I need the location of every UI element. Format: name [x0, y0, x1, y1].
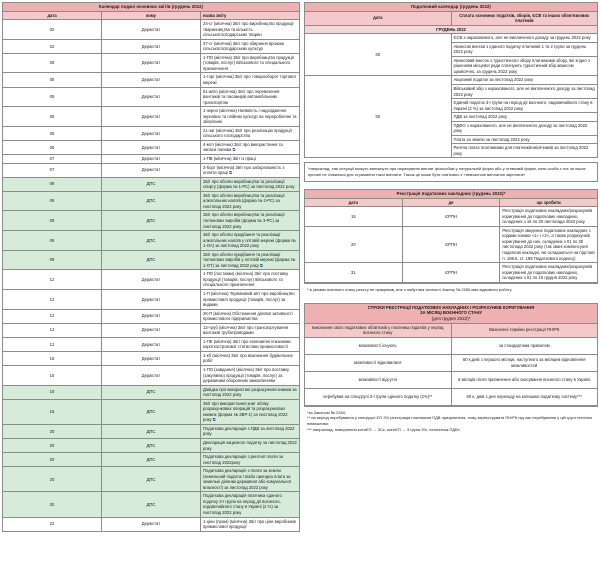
column-header-terms: Визначені терміни реєстрації ПН/РК	[451, 323, 598, 337]
table-row	[3, 467, 300, 492]
registration-registry: ЄРПН	[402, 226, 500, 262]
deadlines-footnote-3: *** наприклад, повернення котиЄП → 3Ск, котиЄП → 3 група 3%, неплатник ПДВ»	[307, 427, 460, 433]
table-row	[3, 163, 300, 177]
report-date: 15	[3, 365, 102, 385]
report-date: 20	[3, 424, 102, 438]
report-recipient: ДПС	[102, 385, 201, 399]
deadlines-footnote-1: *за Законом № 2260;	[307, 409, 347, 415]
table-row	[3, 126, 300, 140]
report-name: 1-ПВ (місячна) Звіт із праці	[201, 155, 300, 164]
report-name: 1-зерно (місячна) Наявність і надходження зернових та олійних культур на переробленні та зберіганні	[201, 107, 300, 127]
registration-table	[304, 189, 598, 283]
report-recipient: ДПС	[102, 439, 201, 453]
report-date: 22	[3, 517, 102, 531]
report-date: 12	[3, 270, 102, 290]
report-name: Звіт про обсяги виробництва та реалізації спирту (форма № 1-РС) за листопад 2022 року	[201, 177, 300, 191]
report-recipient: Держстат	[102, 155, 201, 164]
report-name: Звіт про використання книг обліку розрахункових операцій та розрахункових книжок (форма № ЗВР-1) за листопад 2022 року ⧉	[201, 399, 300, 424]
report-recipient: Держстат	[102, 73, 201, 87]
report-name: 1-ПО (завдання) (місячна) Звіт про поставку (закупівлю) продукції (товарів, послуг) за державним оборонним замовленням	[201, 365, 300, 385]
report-date: 09	[3, 191, 102, 211]
report-name: 1-ПЕ (місячна) Звіт про економічні показники короткострокової статистики промисловості	[201, 337, 300, 351]
report-name: Податкова декларація з плати за землю (земельний податок та/або орендна плата за земельні ділянки державної або комунальної власності) за листопад 2022 року	[201, 467, 300, 492]
deadline-condition: можливості існують	[305, 337, 452, 354]
reports-calendar-header-row	[3, 11, 300, 20]
reports-calendar-title-row	[3, 3, 300, 12]
report-recipient: ДПС	[102, 467, 201, 492]
table-row	[3, 424, 300, 438]
report-recipient: Держстат	[102, 87, 201, 107]
report-date: 05	[3, 107, 102, 127]
report-date: 02	[3, 20, 102, 40]
deadlines-body	[305, 337, 598, 405]
tax-calendar-title: Податковий календар (грудень 2022)	[305, 3, 598, 12]
report-date: 05	[3, 73, 102, 87]
report-recipient: Держстат	[102, 365, 201, 385]
report-recipient: ДПС	[102, 399, 201, 424]
registration-footnote: * в умовах воєнного стану реєстр не працював, але з набуттям чинності Закону № 2260 має відновити роботу	[304, 283, 598, 296]
table-row	[3, 87, 300, 107]
table-row	[3, 270, 300, 290]
table-row	[3, 365, 300, 385]
report-date: 20	[3, 467, 102, 492]
report-name: 3-борг (місячна) Звіт про заборгованість з оплати праці ⧉	[201, 163, 300, 177]
reports-calendar-body	[3, 20, 300, 532]
report-name: 1-кб (місячна) Звіт про виконання будівельних робіт	[201, 351, 300, 365]
payment-description: Авансові внески з єдиного податку платників 1 та 2 групи за грудень 2022 року	[451, 42, 598, 56]
tax-calendar-footnote: *наприклад, такі ситуації можуть виникнути при нарахуванні виплат фізособам у натуральній формі або у готівковій формі, коли особа з тих чи інших причин не з'явилася для отримання такої виплати. Також це може бути пов'язано з «невчасною виплатою зарплати»	[304, 162, 598, 182]
report-date: 12	[3, 323, 102, 337]
report-date: 07	[3, 163, 102, 177]
registration-date: 31	[305, 263, 403, 283]
month-band: ГРУДЕНЬ 2022	[305, 25, 598, 34]
deadlines-footnotes	[304, 406, 598, 436]
payment-description: ПДФО з нарахованого, але не виплаченого доходу за листопад 2022 року	[451, 121, 598, 135]
report-name: 51-авто (місячна) Звіт про перевезення вантажів та пасажирів автомобільним транспортом	[201, 87, 300, 107]
report-date: 06	[3, 140, 102, 154]
left-column	[2, 2, 300, 570]
column-header-who: кому	[102, 11, 201, 20]
external-link-icon[interactable]: ⧉	[211, 417, 216, 423]
report-name: Звіт про обсяги придбання та реалізації тютюнових виробів у оптовій мережі (форма № 1-ОТ) за листопад 2022 року ⧉	[201, 250, 300, 270]
column-header-date: дата	[3, 11, 102, 20]
report-recipient: Держстат	[102, 517, 201, 531]
deadline-condition: можливості відновилися	[305, 354, 452, 371]
table-row	[305, 388, 598, 405]
report-recipient: Держстат	[102, 126, 201, 140]
report-name: Декларація акцизного податку за листопад 2022 року	[201, 439, 300, 453]
report-recipient: Держстат	[102, 270, 201, 290]
report-name: 37-сг (місячна) Звіт про збирання врожаю сільськогосподарських культур	[201, 39, 300, 53]
report-name: 1-ціни (пром) (місячна) Звіт про ціни виробників промислової продукції	[201, 517, 300, 531]
report-date: 07	[3, 155, 102, 164]
report-recipient: Держстат	[102, 53, 201, 73]
report-recipient: ДПС	[102, 250, 201, 270]
payment-description: Військовий збір з нарахованого, але не виплаченого доходу за листопад 2022 року	[451, 85, 598, 99]
report-date: 12	[3, 309, 102, 323]
reports-calendar-title: Календар подачі основних звітів (грудень 2022)	[3, 3, 300, 12]
payment-date: 30	[305, 76, 452, 158]
table-row	[3, 453, 300, 467]
column-header-payment: Сплата основних податків, зборів, ЄСВ та інших обов'язкових платежів	[451, 11, 598, 25]
table-row	[3, 39, 300, 53]
report-recipient: Держстат	[102, 351, 201, 365]
payment-description: Єдиний податок 3-ї групи на період дії воєнного, надзвичайного стану в Україні (2 %) за листопад 2022 року	[451, 99, 598, 113]
report-name: 4-мтп (місячна) Звіт про використання та запаси палива ⧉	[201, 140, 300, 154]
table-row	[305, 226, 598, 262]
table-row	[3, 492, 300, 517]
deadline-condition: перебував на спецгрупі 3-ї групи єдиного податку (2%)**	[305, 388, 452, 405]
report-name: 12-труб (місячна) Звіт про транспортування вантажів трубопроводами	[201, 323, 300, 337]
report-name: 1-ПО (поставки) (місячна) Звіт про поставку продукції (товарів, послуг) військового та спеціального призначення	[201, 270, 300, 290]
report-date: 05	[3, 53, 102, 73]
report-name: Податкова декларація з рентної плати за листопад 2022року	[201, 453, 300, 467]
report-name: Податкова декларація з ПДВ за листопад 2022 року	[201, 424, 300, 438]
report-recipient: ДПС	[102, 191, 201, 211]
payment-description: ПДВ за листопад 2022 року	[451, 113, 598, 122]
payment-description: ЄСВ з нарахованого, але не виплаченого доходу за грудень 2022 року	[451, 34, 598, 43]
report-date: 20	[3, 492, 102, 517]
report-recipient: ДПС	[102, 453, 201, 467]
report-date: 15	[3, 385, 102, 399]
report-name: 1-ПО (місячна) Звіт про виробництво продукції (товарів, послуг) військового та спеціального призначення	[201, 53, 300, 73]
deadlines-footnote-2: ** на період перебування у спецгрупі ЄП 2% реєстрація платником ПДВ призупинена, тому зареєструвати ПН/РК під час перебування у цій групі технічно неможливо;	[307, 415, 593, 427]
external-link-icon[interactable]: ⧉	[258, 262, 263, 268]
deadlines-title-row	[305, 303, 598, 323]
external-link-icon[interactable]: ⧉	[231, 147, 236, 153]
table-row	[3, 53, 300, 73]
column-header-date: дата	[305, 198, 403, 207]
payment-description: Авансовий внесок з туристичного збору платниками збору, які згідно з рішенням місцевої ради сплачують туристичний збір авансом щомісячно, за грудень 2022 року	[451, 56, 598, 76]
tax-calendar-title-row	[305, 3, 598, 12]
tax-calendar-body	[305, 34, 598, 158]
report-date: 05	[3, 126, 102, 140]
registration-title-row	[305, 190, 598, 199]
column-header-where: де	[402, 198, 500, 207]
report-recipient: Держстат	[102, 107, 201, 127]
column-header-date: дата	[305, 11, 452, 25]
table-row	[3, 439, 300, 453]
report-name: Звіт про обсяги виробництва та реалізації тютюнових виробів (форма № 3-РС) за листопад 2022 року	[201, 211, 300, 231]
report-recipient: ДПС	[102, 492, 201, 517]
report-date: 05	[3, 87, 102, 107]
registration-registry: ЄРПН	[402, 207, 500, 227]
report-name: Звіт про обсяги виробництва та реалізації алкогольних напоїв (форма № 2-РС) за листопад 2022 року	[201, 191, 300, 211]
report-date: 12	[3, 337, 102, 351]
table-row	[305, 207, 598, 227]
table-row	[3, 107, 300, 127]
table-row	[3, 399, 300, 424]
deadlines-title-line2: ЗА МІСЯЦІ ВОЄННОГО СТАНУ	[420, 310, 482, 316]
report-recipient: ДПС	[102, 177, 201, 191]
tax-calendar-table	[304, 2, 598, 158]
registration-date: 15	[305, 207, 403, 227]
report-recipient: Держстат	[102, 39, 201, 53]
payment-date: 30	[305, 34, 452, 76]
payment-description: Рентна плата платниками для платників-місячників за листопад 2022 року	[451, 144, 598, 158]
report-name: 21-заг (місячна) Звіт про реалізацію продукції сільського господарства	[201, 126, 300, 140]
external-link-icon[interactable]: ⧉	[227, 170, 232, 176]
report-recipient: Держстат	[102, 140, 201, 154]
report-recipient: ДПС	[102, 424, 201, 438]
deadline-term: 60 к. днів з дня переходу на колишню податкову систему***	[451, 388, 598, 405]
deadline-term: 60 к.днів з першого місяця, наступного за місяцем відновлення можливостей	[451, 354, 598, 371]
report-name: 1-торг (місячна) Звіт про товарооборот торгової мережі	[201, 73, 300, 87]
report-date: 20	[3, 453, 102, 467]
registration-date: 20	[305, 226, 403, 262]
table-row	[3, 309, 300, 323]
deadline-condition: можливості відсутні	[305, 371, 452, 388]
report-date: 15	[3, 399, 102, 424]
report-recipient: Держстат	[102, 20, 201, 40]
report-recipient: Держстат	[102, 309, 201, 323]
table-row	[305, 337, 598, 354]
table-row	[3, 140, 300, 154]
report-name: 24-сг (місячна) Звіт про виробництво продукції тваринництва та кількість сільськогосподарських тварин	[201, 20, 300, 40]
table-row	[305, 76, 598, 85]
registration-action: Реєстрація податкових накладних/розрахунків коригування до податкових накладних, складених з 01 по 15 грудня 2022 року	[500, 263, 598, 283]
table-row	[3, 177, 300, 191]
table-row	[3, 385, 300, 399]
right-column	[304, 2, 598, 570]
table-row	[3, 231, 300, 251]
table-row	[305, 354, 598, 371]
table-row	[3, 155, 300, 164]
column-header-obligations: виконання своїх податкових обов'язків у платника податків у період воєнного стану	[305, 323, 452, 337]
section-spacer-2	[304, 296, 598, 303]
report-recipient: ДПС	[102, 211, 201, 231]
registration-action: Реєстрація податкових накладних/розрахунків коригування до податкових накладних, складених з 16 по 30 листопада 2022 року	[500, 207, 598, 227]
table-row	[3, 250, 300, 270]
report-date: 09	[3, 250, 102, 270]
registration-registry: ЄРПН	[402, 263, 500, 283]
report-date: 09	[3, 177, 102, 191]
report-recipient: ДПС	[102, 231, 201, 251]
deadlines-title-line1: СТРОКИ РЕЄСТРАЦІЇ ПОДАТКОВИХ НАКЛАДНИХ І РОЗРАХУНКІВ КОРИГУВАННЯ	[367, 304, 535, 310]
table-row	[305, 263, 598, 283]
report-recipient: Держстат	[102, 289, 201, 309]
report-date: 15	[3, 351, 102, 365]
payment-description: Плата за землю за листопад 2022 року	[451, 135, 598, 144]
table-row	[3, 517, 300, 531]
deadlines-table	[304, 303, 598, 406]
registration-title: Реєстрація податкових накладних (грудень 2022)*	[305, 190, 598, 199]
report-date: 02	[3, 39, 102, 53]
report-date: 09	[3, 231, 102, 251]
registration-body	[305, 207, 598, 283]
report-name: 2К-П (місячна) Обстеження ділової активності промислового підприємства	[201, 309, 300, 323]
deadline-term: 6 місяців після припинення або скасування воєнного стану в Україні	[451, 371, 598, 388]
deadline-term: за стандартним правилом	[451, 337, 598, 354]
report-recipient: Держстат	[102, 323, 201, 337]
report-date: 20	[3, 439, 102, 453]
table-row	[3, 289, 300, 309]
report-recipient: Держстат	[102, 337, 201, 351]
table-row	[3, 211, 300, 231]
registration-action: Реєстрація зведених податкових накладних з кодами ознаки «1» і «2», а також розрахунків коригування до них, складених з 01 по 30 листопада 2022 року (так звані компенсуючі податкові накладні, які складаються на підставі п. 198.5, ст. 199 Податкового кодексу)	[500, 226, 598, 262]
report-recipient: Держстат	[102, 163, 201, 177]
deadlines-header-row	[305, 323, 598, 337]
report-name: 1-П (місячна) Терміновий звіт про виробництво промислової продукції (товарів, послуг) за видами	[201, 289, 300, 309]
column-header-what: що зробити	[500, 198, 598, 207]
tax-calendar-month-band-row	[305, 25, 598, 34]
table-row	[3, 20, 300, 40]
report-name: Звіт про обсяги придбання та реалізації алкогольних напоїв у оптовій мережі (форма № 1-ОА) за листопад 2022 року	[201, 231, 300, 251]
report-name: Податкова декларація платника єдиного податку 3-ї групи на період дії воєнного, надзвичайного стану в Україні (2 %) за листопад 2022 року	[201, 492, 300, 517]
deadlines-title	[305, 303, 598, 323]
table-row	[3, 191, 300, 211]
table-row	[305, 34, 598, 43]
table-row	[305, 371, 598, 388]
table-row	[3, 323, 300, 337]
tax-calendar-header-row	[305, 11, 598, 25]
report-date: 09	[3, 211, 102, 231]
report-date: 12	[3, 289, 102, 309]
report-name: Довідка про використані розрахункові книжки за листопад 2022 року	[201, 385, 300, 399]
section-spacer-1	[304, 182, 598, 189]
table-row	[3, 337, 300, 351]
deadlines-title-line3: (для грудня 2022)*	[431, 315, 471, 321]
registration-header-row	[305, 198, 598, 207]
table-row	[3, 73, 300, 87]
column-header-report-name: назва звіту	[201, 11, 300, 20]
payment-description: Акцизний податок за листопад 2022 року	[451, 76, 598, 85]
table-row	[3, 351, 300, 365]
reports-calendar-table	[2, 2, 300, 532]
